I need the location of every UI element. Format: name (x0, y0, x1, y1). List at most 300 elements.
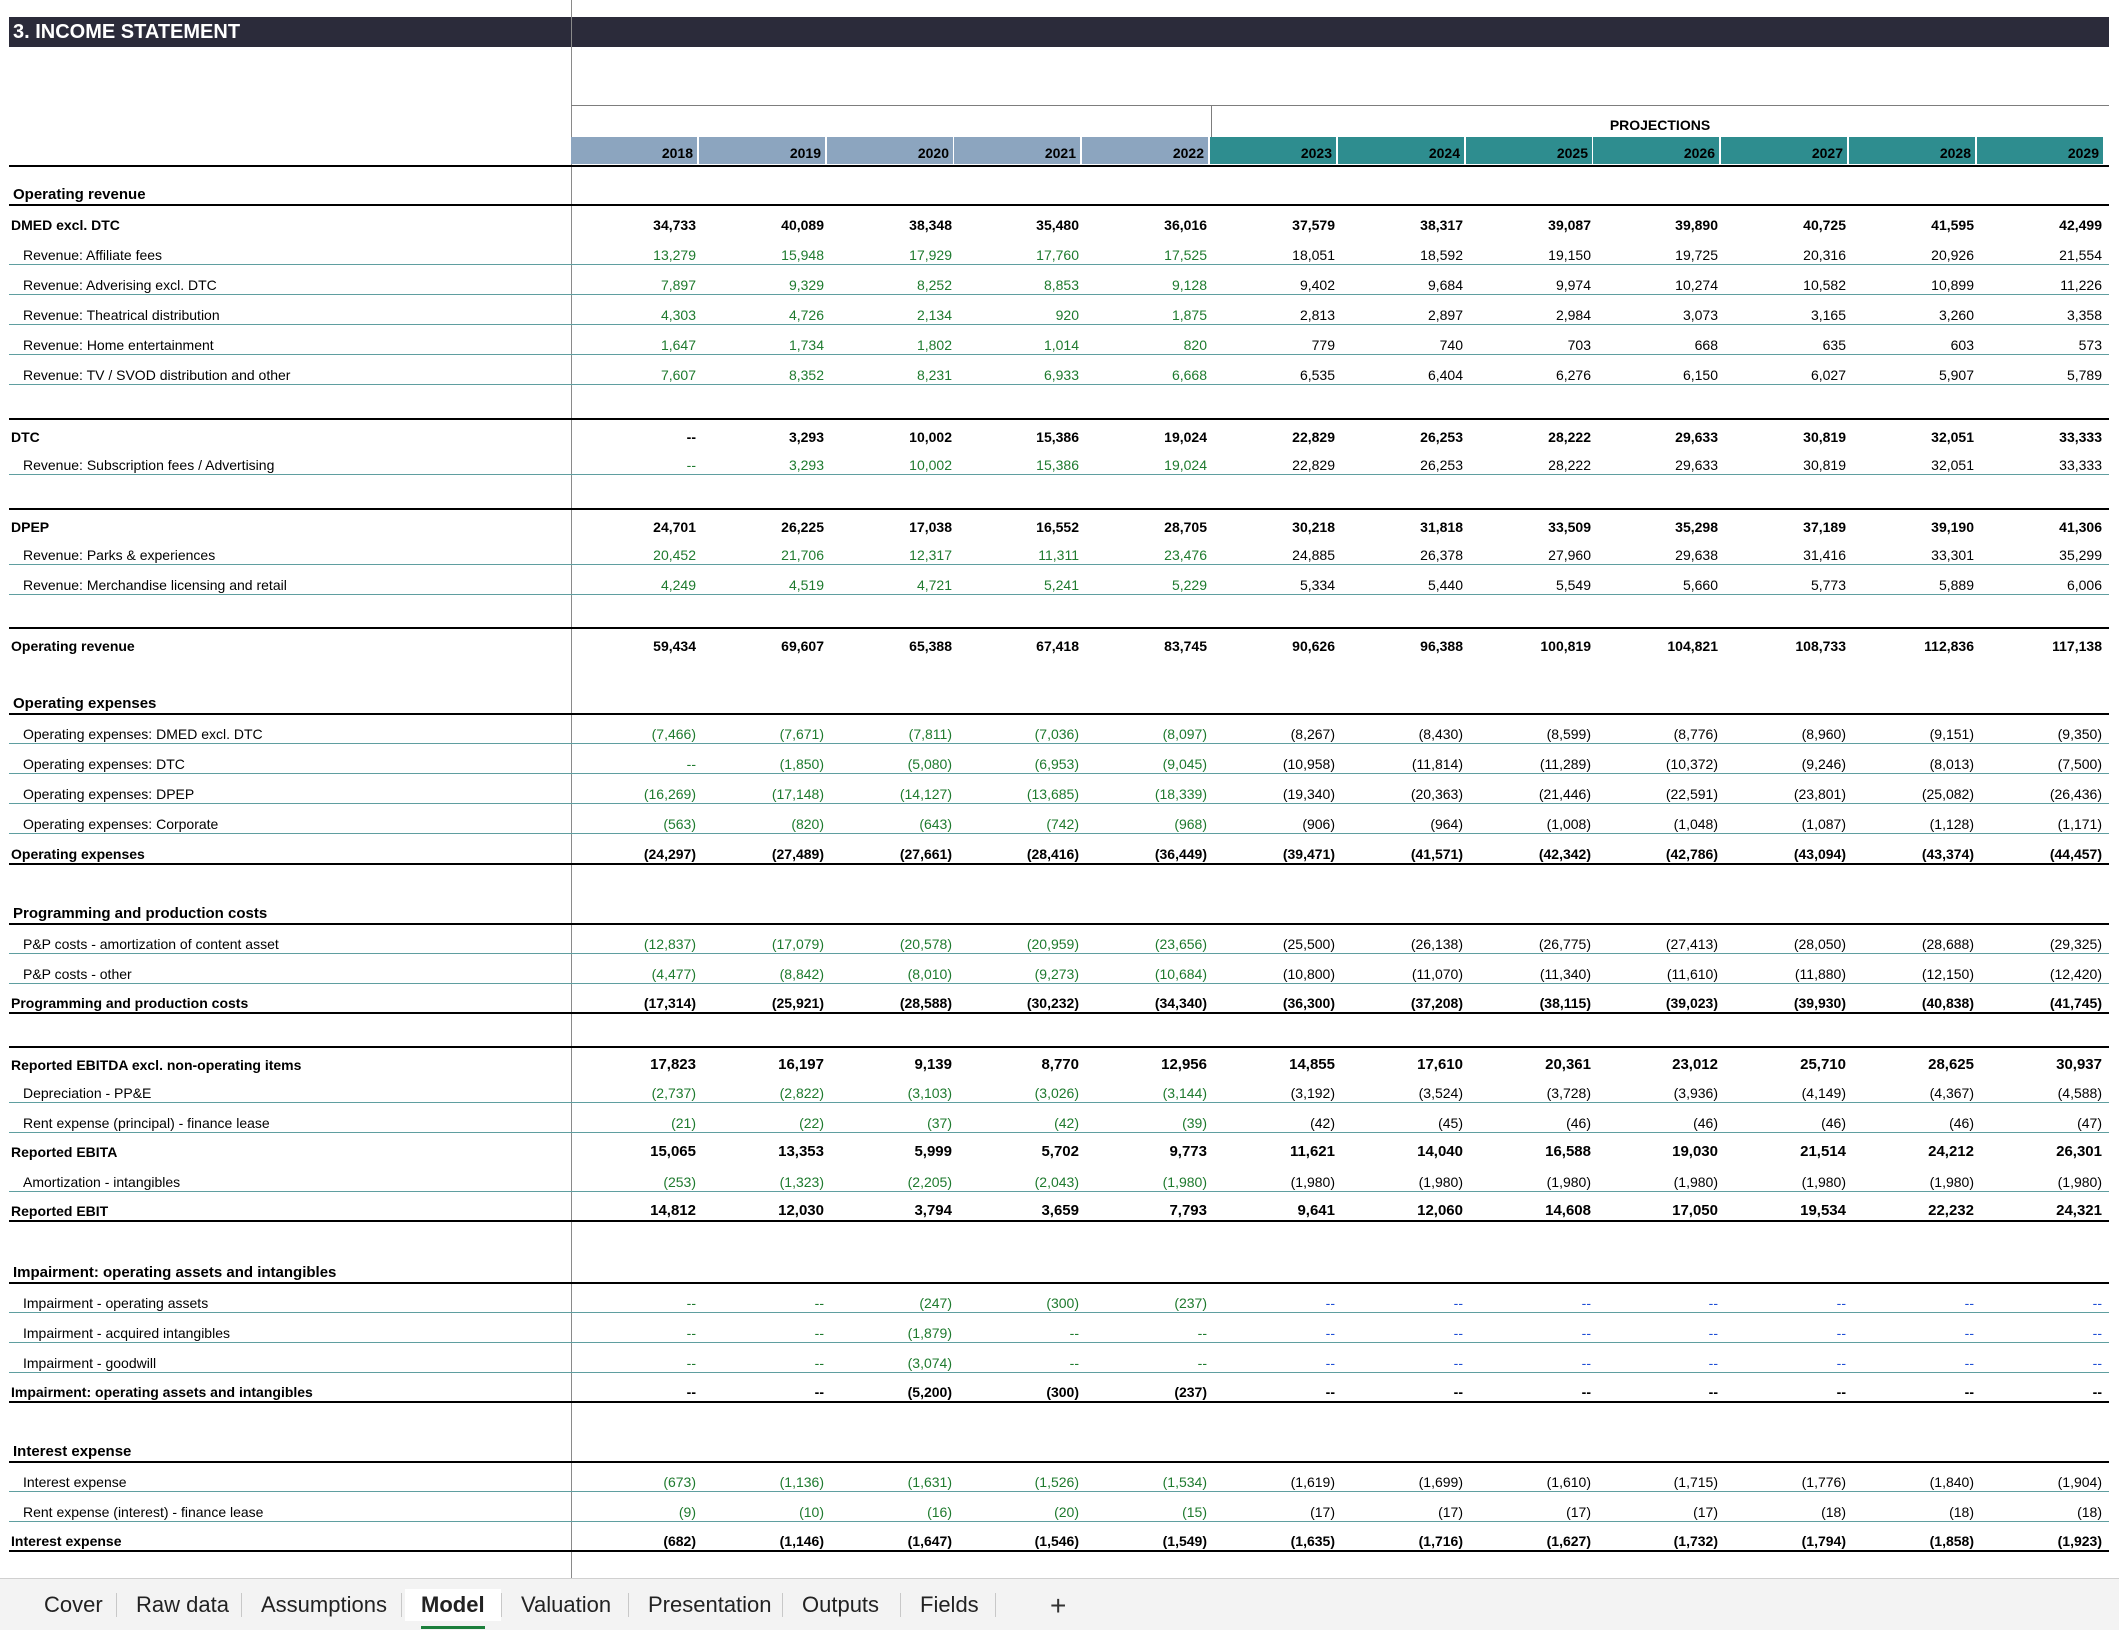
cell-value[interactable]: 12,956 (1161, 1056, 1207, 1073)
cell-value[interactable]: 20,316 (1803, 247, 1846, 263)
cell-value[interactable]: (18,339) (1154, 786, 1207, 802)
cell-value[interactable]: (27,413) (1665, 936, 1718, 952)
cell-value[interactable]: (27,489) (771, 846, 824, 862)
cell-value[interactable]: 1,802 (916, 337, 952, 353)
cell-value[interactable]: 9,641 (1297, 1202, 1335, 1219)
row-label[interactable]: DMED excl. DTC (11, 217, 120, 233)
cell-value[interactable]: (30,232) (1026, 995, 1079, 1011)
cell-value[interactable]: (1,904) (2057, 1474, 2102, 1490)
cell-value[interactable]: (1,858) (1929, 1533, 1974, 1549)
cell-value[interactable]: 32,051 (1931, 457, 1974, 473)
cell-value[interactable]: (3,728) (1546, 1085, 1591, 1101)
row-label[interactable]: Rent expense (interest) - finance lease (23, 1504, 264, 1520)
cell-value[interactable]: 8,770 (1041, 1056, 1079, 1073)
cell-value[interactable]: (12,837) (643, 936, 696, 952)
cell-value[interactable]: -- (1708, 1295, 1718, 1311)
cell-value[interactable]: 6,006 (2066, 577, 2102, 593)
sheet-tab-cover[interactable]: Cover (44, 1592, 103, 1617)
cell-value[interactable]: 5,229 (1171, 577, 1207, 593)
cell-value[interactable]: (17) (1310, 1504, 1335, 1520)
cell-value[interactable]: (8,097) (1162, 726, 1207, 742)
cell-value[interactable]: -- (1453, 1295, 1463, 1311)
cell-value[interactable]: -- (2092, 1295, 2102, 1311)
cell-value[interactable]: (11,814) (1411, 756, 1463, 772)
cell-value[interactable]: (12,420) (2049, 966, 2102, 982)
cell-value[interactable]: (15) (1182, 1504, 1207, 1520)
cell-value[interactable]: 17,760 (1036, 247, 1079, 263)
cell-value[interactable]: -- (1964, 1325, 1974, 1341)
sheet-tab-presentation[interactable]: Presentation (648, 1592, 772, 1617)
cell-value[interactable]: (22) (799, 1115, 824, 1131)
cell-value[interactable]: 5,660 (1682, 577, 1718, 593)
sheet-tab-assumptions[interactable]: Assumptions (261, 1592, 387, 1617)
cell-value[interactable]: (4,149) (1801, 1085, 1846, 1101)
sheet-tab-model[interactable]: Model (405, 1589, 501, 1621)
cell-value[interactable]: (34,340) (1154, 995, 1207, 1011)
cell-value[interactable]: 24,321 (2056, 1202, 2102, 1219)
row-label[interactable]: Impairment: operating assets and intangibles (11, 1384, 313, 1400)
cell-value[interactable]: (1,635) (1290, 1533, 1335, 1549)
cell-value[interactable]: 24,212 (1928, 1143, 1974, 1160)
cell-value[interactable]: (1,087) (1801, 816, 1846, 832)
cell-value[interactable]: (10) (799, 1504, 824, 1520)
cell-value[interactable]: 19,725 (1675, 247, 1718, 263)
cell-value[interactable]: (247) (919, 1295, 952, 1311)
cell-value[interactable]: (1,850) (779, 756, 824, 772)
cell-value[interactable]: (6,953) (1034, 756, 1079, 772)
cell-value[interactable]: (28,050) (1793, 936, 1846, 952)
cell-value[interactable]: (1,980) (1290, 1174, 1335, 1190)
cell-value[interactable]: 6,404 (1427, 367, 1463, 383)
cell-value[interactable]: (906) (1302, 816, 1335, 832)
cell-value[interactable]: (8,776) (1673, 726, 1718, 742)
cell-value[interactable]: 41,595 (1931, 217, 1974, 233)
cell-value[interactable]: (1,716) (1418, 1533, 1463, 1549)
cell-value[interactable]: 16,552 (1036, 519, 1079, 535)
cell-value[interactable]: 9,128 (1171, 277, 1207, 293)
cell-value[interactable]: 31,416 (1803, 547, 1846, 563)
cell-value[interactable]: 8,352 (788, 367, 824, 383)
cell-value[interactable]: 5,549 (1555, 577, 1591, 593)
cell-value[interactable]: 23,476 (1164, 547, 1207, 563)
cell-value[interactable]: (1,980) (1673, 1174, 1718, 1190)
cell-value[interactable]: (17) (1438, 1504, 1463, 1520)
cell-value[interactable]: (3,192) (1290, 1085, 1335, 1101)
cell-value[interactable]: 820 (1183, 337, 1207, 353)
year-header-2025[interactable]: 2025 (1466, 137, 1593, 164)
cell-value[interactable]: 5,334 (1299, 577, 1335, 593)
cell-value[interactable]: 35,298 (1675, 519, 1718, 535)
cell-value[interactable]: (26,775) (1538, 936, 1591, 952)
cell-value[interactable]: (12,150) (1921, 966, 1974, 982)
cell-value[interactable]: (1,776) (1801, 1474, 1846, 1490)
cell-value[interactable]: 22,232 (1928, 1202, 1974, 1219)
cell-value[interactable]: 1,647 (660, 337, 696, 353)
cell-value[interactable]: 108,733 (1795, 638, 1846, 654)
cell-value[interactable]: 3,794 (914, 1202, 952, 1219)
cell-value[interactable]: (46) (1693, 1115, 1718, 1131)
cell-value[interactable]: -- (1836, 1355, 1846, 1371)
cell-value[interactable]: (25,921) (771, 995, 824, 1011)
cell-value[interactable]: 11,621 (1289, 1143, 1335, 1160)
cell-value[interactable]: (10,958) (1282, 756, 1335, 772)
cell-value[interactable]: 5,773 (1810, 577, 1846, 593)
cell-value[interactable]: 9,329 (788, 277, 824, 293)
cell-value[interactable]: 6,668 (1171, 367, 1207, 383)
cell-value[interactable]: (7,036) (1034, 726, 1079, 742)
cell-value[interactable]: (46) (1566, 1115, 1591, 1131)
cell-value[interactable]: (1,980) (2057, 1174, 2102, 1190)
cell-value[interactable]: 28,625 (1928, 1056, 1974, 1073)
cell-value[interactable]: 6,276 (1555, 367, 1591, 383)
cell-value[interactable]: (11,340) (1539, 966, 1591, 982)
cell-value[interactable]: (8,599) (1546, 726, 1591, 742)
cell-value[interactable]: (22,591) (1665, 786, 1718, 802)
cell-value[interactable]: (1,699) (1418, 1474, 1463, 1490)
row-label[interactable]: Operating expenses: DPEP (23, 786, 195, 802)
cell-value[interactable]: 5,889 (1938, 577, 1974, 593)
cell-value[interactable]: (8,430) (1418, 726, 1463, 742)
cell-value[interactable]: (9,350) (2057, 726, 2102, 742)
cell-value[interactable]: (682) (663, 1533, 696, 1549)
cell-value[interactable]: (9,045) (1162, 756, 1207, 772)
cell-value[interactable]: (1,980) (1162, 1174, 1207, 1190)
cell-value[interactable]: 36,016 (1164, 217, 1207, 233)
cell-value[interactable]: (1,136) (779, 1474, 824, 1490)
row-label[interactable]: Operating expenses (11, 846, 145, 862)
cell-value[interactable]: -- (1325, 1355, 1335, 1371)
cell-value[interactable]: 112,836 (1924, 638, 1974, 654)
cell-value[interactable]: 21,514 (1800, 1143, 1846, 1160)
cell-value[interactable]: 7,897 (660, 277, 696, 293)
cell-value[interactable]: 41,306 (2059, 519, 2102, 535)
cell-value[interactable]: 14,040 (1417, 1143, 1463, 1160)
cell-value[interactable]: (18) (2077, 1504, 2102, 1520)
year-header-2020[interactable]: 2020 (827, 137, 954, 164)
cell-value[interactable]: 25,710 (1800, 1056, 1846, 1073)
cell-value[interactable]: (37) (927, 1115, 952, 1131)
cell-value[interactable]: (7,811) (908, 726, 952, 742)
cell-value[interactable]: (9,273) (1034, 966, 1079, 982)
row-label[interactable]: Impairment - goodwill (23, 1355, 157, 1371)
row-label[interactable]: Interest expense (13, 1443, 132, 1460)
cell-value[interactable]: 5,789 (2066, 367, 2102, 383)
cell-value[interactable]: (1,840) (1929, 1474, 1974, 1490)
cell-value[interactable]: 12,060 (1417, 1202, 1463, 1219)
cell-value[interactable]: 573 (2078, 337, 2102, 353)
cell-value[interactable]: (38,115) (1539, 995, 1591, 1011)
cell-value[interactable]: (11,289) (1539, 756, 1591, 772)
cell-value[interactable]: 5,999 (914, 1143, 952, 1160)
cell-value[interactable]: 3,073 (1682, 307, 1718, 323)
cell-value[interactable]: (10,684) (1154, 966, 1207, 982)
cell-value[interactable]: 12,317 (909, 547, 952, 563)
cell-value[interactable]: (25,082) (1921, 786, 1974, 802)
cell-value[interactable]: 32,051 (1931, 429, 1974, 445)
year-header-2021[interactable]: 2021 (954, 137, 1081, 164)
cell-value[interactable]: 635 (1822, 337, 1846, 353)
cell-value[interactable]: -- (1836, 1384, 1846, 1400)
row-label[interactable]: Interest expense (11, 1533, 122, 1549)
cell-value[interactable]: (36,449) (1154, 846, 1207, 862)
cell-value[interactable]: 35,480 (1036, 217, 1079, 233)
cell-value[interactable]: (1,146) (779, 1533, 824, 1549)
cell-value[interactable]: (4,367) (1929, 1085, 1974, 1101)
cell-value[interactable]: 10,274 (1675, 277, 1718, 293)
cell-value[interactable]: 3,260 (1938, 307, 1974, 323)
cell-value[interactable]: -- (1964, 1384, 1974, 1400)
cell-value[interactable]: (20,959) (1026, 936, 1079, 952)
row-label[interactable]: Rent expense (principal) - finance lease (23, 1115, 270, 1131)
cell-value[interactable]: -- (1708, 1384, 1718, 1400)
cell-value[interactable]: 920 (1055, 307, 1079, 323)
cell-value[interactable]: 703 (1567, 337, 1591, 353)
cell-value[interactable]: -- (686, 1384, 696, 1400)
cell-value[interactable]: (28,588) (899, 995, 952, 1011)
cell-value[interactable]: (39) (1182, 1115, 1207, 1131)
cell-value[interactable]: 30,819 (1803, 457, 1846, 473)
cell-value[interactable]: 4,721 (916, 577, 952, 593)
cell-value[interactable]: (3,524) (1418, 1085, 1463, 1101)
cell-value[interactable]: 42,499 (2059, 217, 2102, 233)
cell-value[interactable]: (18) (1949, 1504, 1974, 1520)
cell-value[interactable]: 96,388 (1420, 638, 1463, 654)
cell-value[interactable]: (563) (663, 816, 696, 832)
row-label[interactable]: Programming and production costs (11, 995, 249, 1011)
cell-value[interactable]: (45) (1438, 1115, 1463, 1131)
sheet-tab-valuation[interactable]: Valuation (521, 1592, 612, 1617)
cell-value[interactable]: -- (2092, 1355, 2102, 1371)
cell-value[interactable]: (1,647) (907, 1533, 952, 1549)
cell-value[interactable]: (9,246) (1801, 756, 1846, 772)
cell-value[interactable]: (2,737) (651, 1085, 696, 1101)
cell-value[interactable]: 31,818 (1420, 519, 1463, 535)
cell-value[interactable]: (46) (1949, 1115, 1974, 1131)
cell-value[interactable]: 3,165 (1810, 307, 1846, 323)
cell-value[interactable]: (42,786) (1665, 846, 1718, 862)
cell-value[interactable]: (1,732) (1673, 1533, 1718, 1549)
cell-value[interactable]: (8,013) (1929, 756, 1974, 772)
cell-value[interactable]: 16,197 (778, 1056, 824, 1073)
cell-value[interactable]: (11,880) (1794, 966, 1846, 982)
cell-value[interactable]: 6,150 (1682, 367, 1718, 383)
row-label[interactable]: Depreciation - PP&E (23, 1085, 152, 1101)
cell-value[interactable]: 11,311 (1038, 547, 1079, 563)
cell-value[interactable]: (8,267) (1290, 726, 1335, 742)
cell-value[interactable]: (5,080) (907, 756, 952, 772)
sheet-tab-outputs[interactable]: Outputs (802, 1592, 880, 1617)
cell-value[interactable]: (23,656) (1154, 936, 1207, 952)
cell-value[interactable]: (1,549) (1162, 1533, 1207, 1549)
row-label[interactable]: Programming and production costs (13, 905, 268, 922)
cell-value[interactable]: (23,801) (1793, 786, 1846, 802)
cell-value[interactable]: 20,452 (653, 547, 696, 563)
cell-value[interactable]: 29,633 (1675, 457, 1718, 473)
cell-value[interactable]: 15,948 (781, 247, 824, 263)
cell-value[interactable]: 26,253 (1420, 457, 1463, 473)
cell-value[interactable]: (37,208) (1410, 995, 1463, 1011)
cell-value[interactable]: 3,293 (788, 457, 824, 473)
cell-value[interactable]: 29,638 (1675, 547, 1718, 563)
cell-value[interactable]: 668 (1694, 337, 1718, 353)
cell-value[interactable]: (17,148) (771, 786, 824, 802)
cell-value[interactable]: (1,980) (1546, 1174, 1591, 1190)
cell-value[interactable]: 22,829 (1292, 429, 1335, 445)
row-label[interactable]: Impairment - operating assets (23, 1295, 209, 1311)
cell-value[interactable]: 30,819 (1803, 429, 1846, 445)
cell-value[interactable]: (3,074) (907, 1355, 952, 1371)
cell-value[interactable]: -- (1964, 1295, 1974, 1311)
cell-value[interactable]: 13,279 (653, 247, 696, 263)
cell-value[interactable]: 5,241 (1043, 577, 1079, 593)
cell-value[interactable]: 37,189 (1803, 519, 1846, 535)
cell-value[interactable]: 8,853 (1043, 277, 1079, 293)
cell-value[interactable]: 39,890 (1675, 217, 1718, 233)
cell-value[interactable]: (41,571) (1410, 846, 1463, 862)
cell-value[interactable]: -- (1836, 1295, 1846, 1311)
year-header-2018[interactable]: 2018 (571, 137, 698, 164)
cell-value[interactable]: 27,960 (1548, 547, 1591, 563)
cell-value[interactable]: -- (1069, 1325, 1079, 1341)
cell-value[interactable]: (8,842) (779, 966, 824, 982)
cell-value[interactable]: 26,378 (1420, 547, 1463, 563)
cell-value[interactable]: (1,879) (907, 1325, 952, 1341)
add-sheet-button[interactable]: + (1050, 1590, 1067, 1621)
cell-value[interactable]: -- (1581, 1295, 1591, 1311)
cell-value[interactable]: 8,231 (916, 367, 952, 383)
sheet-tab-raw-data[interactable]: Raw data (136, 1592, 229, 1617)
cell-value[interactable]: 65,388 (909, 638, 952, 654)
cell-value[interactable]: 15,386 (1036, 457, 1079, 473)
cell-value[interactable]: 19,150 (1548, 247, 1591, 263)
cell-value[interactable]: -- (814, 1355, 824, 1371)
row-label[interactable]: Revenue: Home entertainment (23, 337, 214, 353)
cell-value[interactable]: 23,012 (1672, 1056, 1718, 1073)
cell-value[interactable]: (300) (1046, 1384, 1079, 1400)
row-label[interactable]: Reported EBITDA excl. non-operating items (11, 1057, 302, 1073)
cell-value[interactable]: 19,024 (1164, 457, 1207, 473)
row-label[interactable]: Interest expense (23, 1474, 127, 1490)
cell-value[interactable]: -- (1581, 1325, 1591, 1341)
cell-value[interactable]: -- (1581, 1355, 1591, 1371)
cell-value[interactable]: 18,051 (1292, 247, 1335, 263)
cell-value[interactable]: (1,048) (1673, 816, 1718, 832)
cell-value[interactable]: -- (1197, 1325, 1207, 1341)
cell-value[interactable]: (11,070) (1411, 966, 1463, 982)
cell-value[interactable]: (3,026) (1034, 1085, 1079, 1101)
cell-value[interactable]: 26,253 (1420, 429, 1463, 445)
cell-value[interactable]: 20,926 (1931, 247, 1974, 263)
cell-value[interactable]: (19,340) (1282, 786, 1335, 802)
cell-value[interactable]: 12,030 (778, 1202, 824, 1219)
cell-value[interactable]: 14,608 (1545, 1202, 1591, 1219)
cell-value[interactable]: -- (2092, 1325, 2102, 1341)
cell-value[interactable]: 33,333 (2059, 457, 2102, 473)
cell-value[interactable]: (8,010) (907, 966, 952, 982)
cell-value[interactable]: (36,300) (1282, 995, 1335, 1011)
cell-value[interactable]: (237) (1174, 1384, 1207, 1400)
cell-value[interactable]: (17) (1566, 1504, 1591, 1520)
cell-value[interactable]: (7,466) (651, 726, 696, 742)
cell-value[interactable]: 3,659 (1041, 1202, 1079, 1219)
cell-value[interactable]: (8,960) (1801, 726, 1846, 742)
cell-value[interactable]: -- (686, 1355, 696, 1371)
cell-value[interactable]: 39,087 (1548, 217, 1591, 233)
cell-value[interactable]: 16,588 (1545, 1143, 1591, 1160)
row-label[interactable]: P&P costs - other (23, 966, 132, 982)
cell-value[interactable]: (1,546) (1034, 1533, 1079, 1549)
year-header-2026[interactable]: 2026 (1593, 137, 1720, 164)
cell-value[interactable]: -- (814, 1325, 824, 1341)
cell-value[interactable]: 7,607 (660, 367, 696, 383)
cell-value[interactable]: (9,151) (1929, 726, 1974, 742)
cell-value[interactable]: 28,705 (1164, 519, 1207, 535)
cell-value[interactable]: 17,610 (1417, 1056, 1463, 1073)
cell-value[interactable]: 39,190 (1931, 519, 1974, 535)
cell-value[interactable]: -- (1708, 1325, 1718, 1341)
cell-value[interactable]: (1,526) (1034, 1474, 1079, 1490)
cell-value[interactable]: 6,027 (1810, 367, 1846, 383)
cell-value[interactable]: 18,592 (1420, 247, 1463, 263)
cell-value[interactable]: 28,222 (1548, 429, 1591, 445)
cell-value[interactable]: (42) (1054, 1115, 1079, 1131)
cell-value[interactable]: (5,200) (907, 1384, 952, 1400)
cell-value[interactable]: -- (2092, 1384, 2102, 1400)
cell-value[interactable]: 7,793 (1169, 1202, 1207, 1219)
cell-value[interactable]: (237) (1174, 1295, 1207, 1311)
cell-value[interactable]: (673) (663, 1474, 696, 1490)
cell-value[interactable]: 2,897 (1427, 307, 1463, 323)
cell-value[interactable]: 1,014 (1043, 337, 1079, 353)
cell-value[interactable]: (28,688) (1921, 936, 1974, 952)
cell-value[interactable]: 14,812 (650, 1202, 696, 1219)
cell-value[interactable]: 5,440 (1427, 577, 1463, 593)
cell-value[interactable]: 11,226 (2060, 277, 2102, 293)
cell-value[interactable]: (40,838) (1921, 995, 1974, 1011)
cell-value[interactable]: (1,171) (2057, 816, 2102, 832)
cell-value[interactable]: (18) (1821, 1504, 1846, 1520)
cell-value[interactable]: -- (1325, 1384, 1335, 1400)
cell-value[interactable]: (2,822) (779, 1085, 824, 1101)
cell-value[interactable]: (25,500) (1282, 936, 1335, 952)
cell-value[interactable]: 17,038 (909, 519, 952, 535)
cell-value[interactable]: 33,333 (2059, 429, 2102, 445)
cell-value[interactable]: (44,457) (2049, 846, 2102, 862)
cell-value[interactable]: (1,923) (2057, 1533, 2102, 1549)
cell-value[interactable]: 6,933 (1043, 367, 1079, 383)
cell-value[interactable]: (43,094) (1793, 846, 1846, 862)
cell-value[interactable]: (43,374) (1921, 846, 1974, 862)
cell-value[interactable]: (17,079) (771, 936, 824, 952)
cell-value[interactable]: 3,358 (2066, 307, 2102, 323)
cell-value[interactable]: 100,819 (1540, 638, 1591, 654)
cell-value[interactable]: (29,325) (2049, 936, 2102, 952)
cell-value[interactable]: (26,138) (1410, 936, 1463, 952)
row-label[interactable]: Operating expenses: Corporate (23, 816, 219, 832)
row-label[interactable]: Revenue: Subscription fees / Advertising (23, 457, 275, 473)
cell-value[interactable]: (16,269) (643, 786, 696, 802)
row-label[interactable]: Operating expenses: DTC (23, 756, 185, 772)
row-label[interactable]: P&P costs - amortization of content asset (23, 936, 279, 952)
year-header-2024[interactable]: 2024 (1338, 137, 1465, 164)
cell-value[interactable]: (13,685) (1026, 786, 1079, 802)
cell-value[interactable]: (21) (671, 1115, 696, 1131)
cell-value[interactable]: 38,317 (1420, 217, 1463, 233)
cell-value[interactable]: 9,773 (1169, 1143, 1207, 1160)
cell-value[interactable]: 9,139 (914, 1056, 952, 1073)
cell-value[interactable]: 2,134 (916, 307, 952, 323)
cell-value[interactable]: (42,342) (1538, 846, 1591, 862)
